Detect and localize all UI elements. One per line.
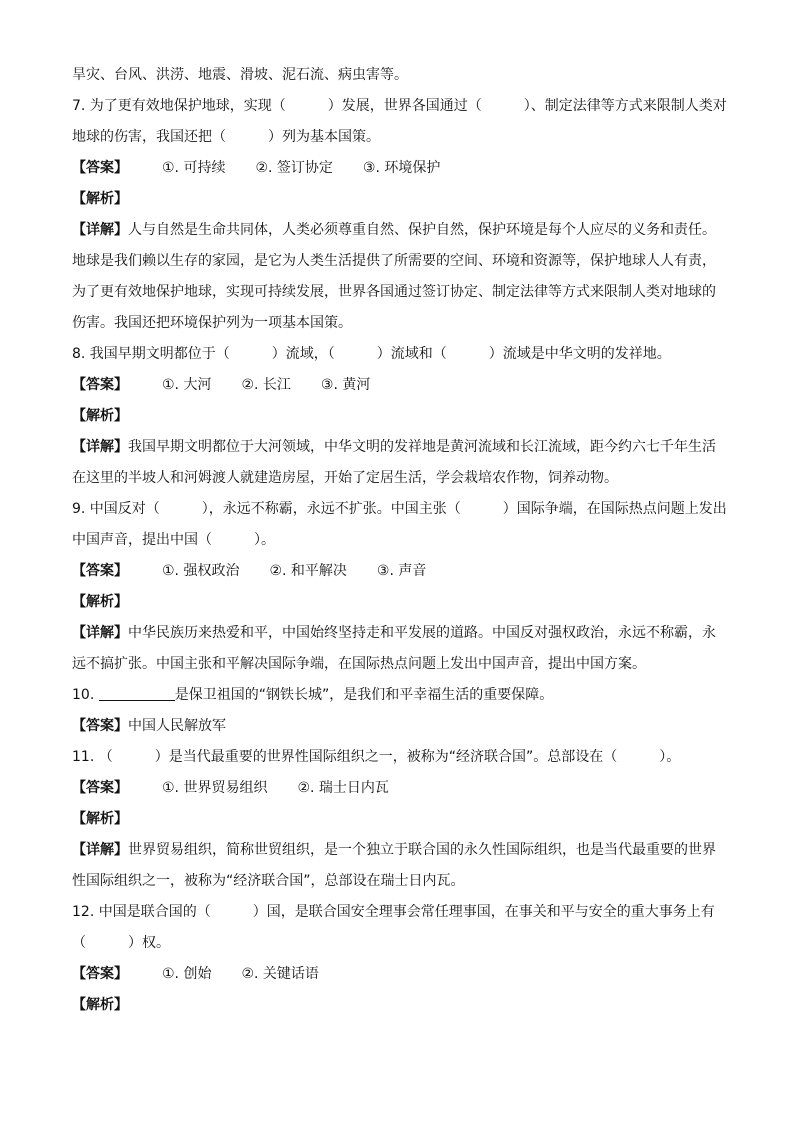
answer-item: ②. 签订协定 (255, 160, 333, 176)
line-text: 12. 中国是联合国的（ ）国，是联合国安全理事会常任理事国，在事关和平与安全的重大事务上有 (72, 904, 715, 920)
detail-text: 中华民族历来热爱和平，中国始终坚持走和平发展的道路。中国反对强权政治，永远不称霸，永 (128, 625, 716, 641)
line-text: 为了更有效地保护地球，实现可持续发展，世界各国通过签订协定、制定法律等方式来限制人类对地球的 (72, 284, 716, 300)
answer-item: ③. 环境保护 (362, 160, 441, 176)
answer-line (72, 959, 724, 990)
line-text: 9. 中国反对（ ），永远不称霸，永远不扩张。中国主张（ ）国际争端，在国际热点问题上发出 (72, 501, 727, 517)
analysis-tag-line (72, 587, 724, 618)
blank-underline (99, 686, 175, 701)
detail-tag: 【详解】 (72, 842, 128, 858)
text-line (72, 649, 724, 680)
detail-text: 人与自然是生命共同体，人类必须尊重自然、保护自然，保护环境是每个人应尽的义务和责任。 (128, 222, 716, 238)
text-line (72, 277, 724, 308)
answer-item: ①. 大河 (162, 377, 212, 393)
line-text: 11. （ ）是当代最重要的世界性国际组织之一，被称为“经济联合国”。总部设在（ ）。 (72, 749, 681, 765)
answer-line (72, 556, 724, 587)
answer-line (72, 153, 724, 184)
document-page (72, 60, 727, 1021)
text-line (72, 60, 724, 91)
analysis-tag-line (72, 804, 724, 835)
answer-tag: 【答案】 (72, 780, 128, 796)
answer-line (72, 773, 724, 804)
detail-line (72, 835, 724, 866)
detail-tag: 【详解】 (72, 625, 128, 641)
line-text: 7. 为了更有效地保护地球，实现（ ）发展，世界各国通过（ ）、制定法律等方式来限制人类对 (72, 98, 727, 114)
analysis-tag-line (72, 401, 724, 432)
analysis-tag-line (72, 184, 724, 215)
text-line (72, 897, 724, 928)
answer-item: ①. 可持续 (162, 160, 226, 176)
answer-item: ③. 声音 (376, 563, 427, 579)
line-text: 地球的伤害，我国还把（ ）列为基本国策。 (72, 129, 380, 145)
line-text: 地球是我们赖以生存的家园，是它为人类生活提供了所需要的空间、环境和资源等，保护地球人人有责， (72, 253, 716, 269)
text-line (72, 339, 724, 370)
text-line (72, 866, 724, 897)
answer-tag: 【答案】 (72, 160, 128, 176)
detail-line (72, 215, 724, 246)
answer-tag: 【答案】 (72, 966, 128, 982)
detail-tag: 【详解】 (72, 439, 128, 455)
analysis-tag: 【解析】 (72, 811, 128, 827)
answer-tag: 【答案】 (72, 563, 128, 579)
line-text: 8. 我国早期文明都位于（ ）流域，（ ）流域和（ ）流域是中华文明的发祥地。 (72, 346, 671, 362)
analysis-tag-line (72, 990, 724, 1021)
text-line (72, 463, 724, 494)
answer-tag: 【答案】 (72, 377, 128, 393)
fill-blank-line (72, 680, 724, 711)
detail-line (72, 432, 724, 463)
detail-tag: 【详解】 (72, 222, 128, 238)
question-number: 10. (72, 687, 99, 703)
detail-line (72, 711, 724, 742)
line-text: 性国际组织之一，被称为“经济联合国”，总部设在瑞士日内瓦。 (72, 873, 465, 889)
analysis-tag: 【解析】 (72, 191, 128, 207)
analysis-tag: 【解析】 (72, 594, 128, 610)
text-line (72, 308, 724, 339)
detail-line (72, 618, 724, 649)
text-line (72, 122, 724, 153)
text-line (72, 525, 724, 556)
line-text: 中国声音，提出中国（ ）。 (72, 532, 275, 548)
line-text: 远不搞扩张。中国主张和平解决国际争端，在国际热点问题上发出中国声音，提出中国方案。 (72, 656, 646, 672)
answer-item: ②. 长江 (241, 377, 291, 393)
answer-item: ②. 和平解决 (269, 563, 347, 579)
detail-text: 我国早期文明都位于大河领域，中华文明的发祥地是黄河流域和长江流域，距今约六七千年生活 (128, 439, 716, 455)
answer-item: ①. 创始 (162, 966, 212, 982)
line-text: 在这里的半坡人和河姆渡人就建造房屋，开始了定居生活，学会栽培农作物，饲养动物。 (72, 470, 618, 486)
answer-item: ①. 强权政治 (162, 563, 240, 579)
answer-item: ②. 瑞士日内瓦 (297, 780, 389, 796)
detail-tag: 【答案】 (72, 718, 128, 734)
answer-item: ①. 世界贸易组织 (162, 780, 268, 796)
text-line (72, 91, 727, 122)
line-text: 旱灾、台风、洪涝、地震、滑坡、泥石流、病虫害等。 (72, 67, 408, 83)
line-text: 是保卫祖国的“钢铁长城”，是我们和平幸福生活的重要保障。 (174, 687, 554, 703)
answer-item: ②. 关键话语 (241, 966, 319, 982)
text-line (72, 742, 724, 773)
answer-line (72, 370, 724, 401)
detail-text: 世界贸易组织，简称世贸组织，是一个独立于联合国的永久性国际组织，也是当代最重要的世界 (128, 842, 716, 858)
line-text: 伤害。我国还把环境保护列为一项基本国策。 (72, 315, 352, 331)
text-line (72, 246, 724, 277)
analysis-tag: 【解析】 (72, 997, 128, 1013)
answer-item: ③. 黄河 (320, 377, 371, 393)
detail-text: 中国人民解放军 (128, 718, 226, 734)
line-text: （ ）权。 (72, 935, 170, 951)
analysis-tag: 【解析】 (72, 408, 128, 424)
text-line (72, 928, 724, 959)
text-line (72, 494, 727, 525)
